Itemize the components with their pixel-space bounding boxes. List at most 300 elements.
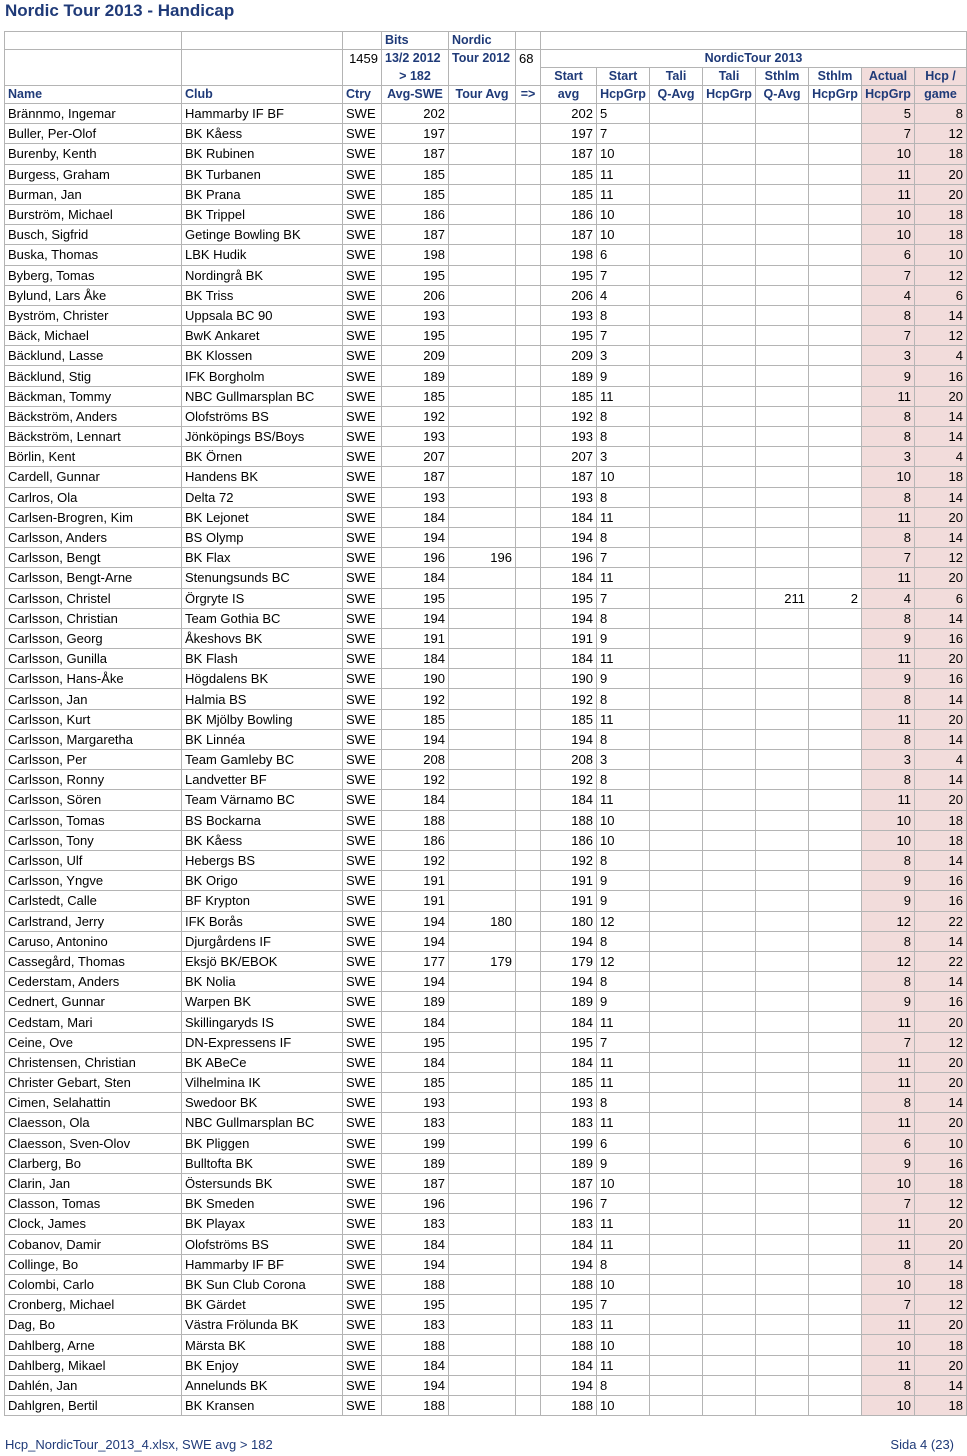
cell-hcp-game: 20	[915, 649, 967, 669]
cell-ctry: SWE	[343, 366, 382, 386]
cell-sthlm-hcp	[809, 124, 862, 144]
cell-avg-swe: 196	[382, 548, 449, 568]
cell-sthlm-hcp	[809, 568, 862, 588]
table-row	[5, 628, 967, 648]
cell-actual: 7	[862, 1194, 915, 1214]
header-bits-avg-limit: > 182	[382, 68, 449, 86]
cell-tali-q	[650, 850, 703, 870]
cell-start-hcp: 7	[597, 588, 650, 608]
table-body	[5, 104, 967, 1416]
cell-sthlm-hcp	[809, 830, 862, 850]
cell-sthlm-hcp	[809, 608, 862, 628]
table-row	[5, 1133, 967, 1153]
cell-club: BK Lejonet	[182, 507, 343, 527]
cell-hcp-game: 12	[915, 326, 967, 346]
cell-sthlm-q	[756, 1073, 809, 1093]
cell-arrow	[516, 164, 541, 184]
cell-avg-swe: 192	[382, 406, 449, 426]
cell-tour-avg	[449, 588, 516, 608]
cell-actual: 8	[862, 931, 915, 951]
cell-actual: 11	[862, 1234, 915, 1254]
cell-club: IFK Borås	[182, 911, 343, 931]
cell-sthlm-hcp	[809, 1295, 862, 1315]
cell-tour-avg	[449, 507, 516, 527]
cell-sthlm-hcp	[809, 366, 862, 386]
cell-ctry: SWE	[343, 1234, 382, 1254]
cell-avg-swe: 194	[382, 608, 449, 628]
cell-tour-avg	[449, 144, 516, 164]
cell-start-hcp: 7	[597, 1032, 650, 1052]
cell-club: BK Sun Club Corona	[182, 1274, 343, 1294]
cell-avg-swe: 195	[382, 588, 449, 608]
cell-arrow	[516, 931, 541, 951]
cell-start-hcp: 11	[597, 1052, 650, 1072]
cell-name: Bäckström, Lennart	[5, 427, 182, 447]
cell-hcp-game: 20	[915, 1315, 967, 1335]
table-row	[5, 588, 967, 608]
cell-start-avg: 198	[541, 245, 597, 265]
cell-tour-avg	[449, 1052, 516, 1072]
cell-sthlm-hcp	[809, 204, 862, 224]
cell-tali-q	[650, 1153, 703, 1173]
cell-actual: 3	[862, 447, 915, 467]
cell-name: Carlsson, Per	[5, 750, 182, 770]
cell-actual: 11	[862, 790, 915, 810]
cell-sthlm-hcp	[809, 467, 862, 487]
cell-sthlm-q	[756, 891, 809, 911]
cell-sthlm-q	[756, 649, 809, 669]
cell-arrow	[516, 911, 541, 931]
cell-tour-avg	[449, 487, 516, 507]
cell-actual: 8	[862, 1254, 915, 1274]
cell-club: BK Nolia	[182, 972, 343, 992]
cell-club: Uppsala BC 90	[182, 305, 343, 325]
cell-arrow	[516, 972, 541, 992]
cell-actual: 9	[862, 992, 915, 1012]
cell-tour-avg	[449, 689, 516, 709]
cell-start-hcp: 8	[597, 770, 650, 790]
cell-hcp-game: 16	[915, 1153, 967, 1173]
cell-hcp-game: 12	[915, 1032, 967, 1052]
cell-avg-swe: 189	[382, 1153, 449, 1173]
cell-club: Warpen BK	[182, 992, 343, 1012]
cell-start-hcp: 7	[597, 1194, 650, 1214]
table-row	[5, 830, 967, 850]
header-tali-hcp-1: Tali	[703, 68, 756, 86]
cell-tali-q	[650, 588, 703, 608]
cell-tali-q	[650, 427, 703, 447]
cell-sthlm-hcp	[809, 164, 862, 184]
header-hcpgrp-start: HcpGrp	[597, 86, 650, 104]
cell-tali-hcp	[703, 447, 756, 467]
cell-tali-hcp	[703, 891, 756, 911]
table-row	[5, 204, 967, 224]
cell-ctry: SWE	[343, 326, 382, 346]
cell-name: Caruso, Antonino	[5, 931, 182, 951]
cell-tali-q	[650, 931, 703, 951]
cell-tali-q	[650, 467, 703, 487]
cell-hcp-game: 18	[915, 810, 967, 830]
cell-tour-avg	[449, 527, 516, 547]
cell-sthlm-hcp	[809, 285, 862, 305]
cell-avg-swe: 187	[382, 144, 449, 164]
cell-actual: 11	[862, 709, 915, 729]
cell-sthlm-q	[756, 1274, 809, 1294]
cell-tali-q	[650, 164, 703, 184]
cell-name: Byberg, Tomas	[5, 265, 182, 285]
cell-tali-hcp	[703, 326, 756, 346]
header-tali-q-1: Tali	[650, 68, 703, 86]
cell-arrow	[516, 427, 541, 447]
cell-sthlm-hcp	[809, 649, 862, 669]
cell-hcp-game: 14	[915, 689, 967, 709]
cell-sthlm-q	[756, 427, 809, 447]
cell-tour-avg	[449, 1295, 516, 1315]
cell-hcp-game: 6	[915, 285, 967, 305]
cell-tali-hcp	[703, 245, 756, 265]
cell-arrow	[516, 1295, 541, 1315]
table-row	[5, 184, 967, 204]
cell-tali-q	[650, 487, 703, 507]
cell-start-avg: 192	[541, 850, 597, 870]
cell-actual: 6	[862, 1133, 915, 1153]
cell-ctry: SWE	[343, 1254, 382, 1274]
cell-avg-swe: 189	[382, 992, 449, 1012]
cell-avg-swe: 194	[382, 729, 449, 749]
cell-name: Carlsson, Ulf	[5, 850, 182, 870]
cell-hcp-game: 22	[915, 951, 967, 971]
cell-avg-swe: 184	[382, 1012, 449, 1032]
cell-sthlm-q	[756, 144, 809, 164]
cell-actual: 8	[862, 729, 915, 749]
cell-actual: 10	[862, 1173, 915, 1193]
cell-tour-avg	[449, 709, 516, 729]
cell-sthlm-q	[756, 285, 809, 305]
cell-club: Hammarby IF BF	[182, 104, 343, 124]
cell-ctry: SWE	[343, 628, 382, 648]
cell-sthlm-hcp	[809, 628, 862, 648]
cell-sthlm-q	[756, 527, 809, 547]
cell-tour-avg	[449, 406, 516, 426]
cell-club: BK Triss	[182, 285, 343, 305]
cell-avg-swe: 192	[382, 770, 449, 790]
cell-start-hcp: 8	[597, 427, 650, 447]
table-row	[5, 992, 967, 1012]
cell-sthlm-q	[756, 1355, 809, 1375]
cell-hcp-game: 18	[915, 467, 967, 487]
cell-tour-avg	[449, 1254, 516, 1274]
table-row	[5, 447, 967, 467]
cell-actual: 11	[862, 507, 915, 527]
cell-sthlm-q	[756, 1214, 809, 1234]
cell-tali-hcp	[703, 467, 756, 487]
cell-arrow	[516, 1093, 541, 1113]
cell-avg-swe: 184	[382, 1355, 449, 1375]
cell-arrow	[516, 709, 541, 729]
cell-tour-avg	[449, 427, 516, 447]
cell-tali-hcp	[703, 1052, 756, 1072]
cell-avg-swe: 195	[382, 265, 449, 285]
cell-name: Cronberg, Michael	[5, 1295, 182, 1315]
cell-actual: 10	[862, 467, 915, 487]
cell-club: NBC Gullmarsplan BC	[182, 386, 343, 406]
cell-actual: 8	[862, 608, 915, 628]
cell-tali-hcp	[703, 507, 756, 527]
cell-start-hcp: 9	[597, 891, 650, 911]
cell-name: Ceine, Ove	[5, 1032, 182, 1052]
cell-hcp-game: 6	[915, 588, 967, 608]
cell-arrow	[516, 1335, 541, 1355]
cell-actual: 10	[862, 810, 915, 830]
cell-start-hcp: 11	[597, 1113, 650, 1133]
cell-actual: 10	[862, 1274, 915, 1294]
cell-start-avg: 183	[541, 1315, 597, 1335]
cell-club: BF Krypton	[182, 891, 343, 911]
table-row	[5, 871, 967, 891]
cell-sthlm-q	[756, 770, 809, 790]
cell-ctry: SWE	[343, 709, 382, 729]
cell-sthlm-hcp	[809, 729, 862, 749]
cell-arrow	[516, 1375, 541, 1395]
cell-arrow	[516, 225, 541, 245]
cell-start-avg: 193	[541, 1093, 597, 1113]
cell-hcp-game: 4	[915, 346, 967, 366]
cell-start-avg: 188	[541, 1274, 597, 1294]
cell-tour-avg	[449, 1073, 516, 1093]
cell-start-hcp: 8	[597, 972, 650, 992]
cell-arrow	[516, 1073, 541, 1093]
cell-start-avg: 194	[541, 729, 597, 749]
cell-sthlm-hcp	[809, 406, 862, 426]
cell-tali-hcp	[703, 790, 756, 810]
cell-sthlm-q	[756, 790, 809, 810]
header-sthlm-q-1: Sthlm	[756, 68, 809, 86]
table-row	[5, 1295, 967, 1315]
cell-ctry: SWE	[343, 245, 382, 265]
cell-ctry: SWE	[343, 810, 382, 830]
cell-club: Vilhelmina IK	[182, 1073, 343, 1093]
cell-hcp-game: 14	[915, 972, 967, 992]
cell-sthlm-hcp	[809, 447, 862, 467]
cell-actual: 8	[862, 427, 915, 447]
cell-sthlm-hcp	[809, 1012, 862, 1032]
cell-tali-q	[650, 1254, 703, 1274]
cell-arrow	[516, 1032, 541, 1052]
cell-avg-swe: 185	[382, 386, 449, 406]
cell-sthlm-q	[756, 447, 809, 467]
cell-name: Dahlberg, Arne	[5, 1335, 182, 1355]
header-tour-avg: Tour Avg	[449, 86, 516, 104]
cell-sthlm-hcp	[809, 184, 862, 204]
cell-avg-swe: 196	[382, 1194, 449, 1214]
cell-tour-avg	[449, 790, 516, 810]
cell-hcp-game: 12	[915, 1295, 967, 1315]
cell-start-hcp: 10	[597, 204, 650, 224]
cell-ctry: SWE	[343, 568, 382, 588]
cell-arrow	[516, 669, 541, 689]
cell-tali-q	[650, 1295, 703, 1315]
cell-club: Hammarby IF BF	[182, 1254, 343, 1274]
cell-start-hcp: 10	[597, 810, 650, 830]
cell-ctry: SWE	[343, 406, 382, 426]
cell-arrow	[516, 1153, 541, 1173]
cell-name: Bäcklund, Stig	[5, 366, 182, 386]
cell-tali-q	[650, 225, 703, 245]
cell-actual: 10	[862, 1396, 915, 1416]
cell-start-hcp: 12	[597, 951, 650, 971]
cell-tali-hcp	[703, 628, 756, 648]
cell-hcp-game: 14	[915, 608, 967, 628]
cell-start-hcp: 9	[597, 1153, 650, 1173]
cell-actual: 9	[862, 628, 915, 648]
header-qavg-tali: Q-Avg	[650, 86, 703, 104]
cell-name: Carlsson, Georg	[5, 628, 182, 648]
cell-ctry: SWE	[343, 124, 382, 144]
cell-tali-q	[650, 1194, 703, 1214]
cell-tali-q	[650, 750, 703, 770]
cell-tali-q	[650, 992, 703, 1012]
cell-avg-swe: 177	[382, 951, 449, 971]
cell-sthlm-hcp	[809, 1396, 862, 1416]
cell-tali-hcp	[703, 305, 756, 325]
cell-tour-avg	[449, 830, 516, 850]
cell-actual: 7	[862, 548, 915, 568]
cell-club: BK Flash	[182, 649, 343, 669]
cell-tali-hcp	[703, 1012, 756, 1032]
cell-ctry: SWE	[343, 1335, 382, 1355]
cell-actual: 11	[862, 1052, 915, 1072]
cell-avg-swe: 194	[382, 972, 449, 992]
cell-actual: 7	[862, 265, 915, 285]
table-row	[5, 1073, 967, 1093]
cell-ctry: SWE	[343, 850, 382, 870]
cell-sthlm-q	[756, 366, 809, 386]
cell-tour-avg	[449, 386, 516, 406]
table-row	[5, 1375, 967, 1395]
cell-tali-hcp	[703, 770, 756, 790]
cell-sthlm-q	[756, 104, 809, 124]
cell-start-avg: 184	[541, 1234, 597, 1254]
cell-actual: 8	[862, 770, 915, 790]
cell-name: Carlsson, Christel	[5, 588, 182, 608]
table-row	[5, 467, 967, 487]
cell-tali-q	[650, 104, 703, 124]
cell-club: Delta 72	[182, 487, 343, 507]
cell-avg-swe: 183	[382, 1214, 449, 1234]
cell-hcp-game: 14	[915, 427, 967, 447]
cell-tali-q	[650, 810, 703, 830]
cell-name: Cobanov, Damir	[5, 1234, 182, 1254]
cell-avg-swe: 195	[382, 1295, 449, 1315]
cell-tour-avg	[449, 1234, 516, 1254]
cell-tali-q	[650, 790, 703, 810]
cell-tali-q	[650, 770, 703, 790]
cell-tali-hcp	[703, 1073, 756, 1093]
cell-sthlm-q	[756, 931, 809, 951]
cell-arrow	[516, 830, 541, 850]
cell-tali-q	[650, 1335, 703, 1355]
cell-start-avg: 188	[541, 1396, 597, 1416]
header-sthlm-hcp-1: Sthlm	[809, 68, 862, 86]
cell-ctry: SWE	[343, 608, 382, 628]
cell-sthlm-q	[756, 548, 809, 568]
cell-club: Olofströms BS	[182, 406, 343, 426]
cell-tali-hcp	[703, 265, 756, 285]
table-row	[5, 144, 967, 164]
header-qavg-sthlm: Q-Avg	[756, 86, 809, 104]
cell-sthlm-q	[756, 1173, 809, 1193]
cell-start-hcp: 11	[597, 790, 650, 810]
cell-hcp-game: 8	[915, 104, 967, 124]
cell-arrow	[516, 992, 541, 1012]
cell-arrow	[516, 850, 541, 870]
cell-start-hcp: 12	[597, 911, 650, 931]
cell-actual: 10	[862, 204, 915, 224]
cell-sthlm-q	[756, 1153, 809, 1173]
cell-arrow	[516, 770, 541, 790]
cell-hcp-game: 20	[915, 1052, 967, 1072]
cell-tali-hcp	[703, 144, 756, 164]
cell-arrow	[516, 871, 541, 891]
cell-start-hcp: 8	[597, 406, 650, 426]
cell-arrow	[516, 1113, 541, 1133]
table-row	[5, 1173, 967, 1193]
cell-hcp-game: 16	[915, 891, 967, 911]
cell-arrow	[516, 1214, 541, 1234]
table-row	[5, 1093, 967, 1113]
cell-arrow	[516, 144, 541, 164]
cell-club: Handens BK	[182, 467, 343, 487]
table-row	[5, 1315, 967, 1335]
header-row-3	[5, 68, 967, 86]
cell-sthlm-q	[756, 729, 809, 749]
cell-avg-swe: 194	[382, 1375, 449, 1395]
cell-arrow	[516, 628, 541, 648]
cell-tour-avg	[449, 184, 516, 204]
cell-sthlm-q	[756, 346, 809, 366]
cell-sthlm-hcp	[809, 1032, 862, 1052]
cell-start-avg: 184	[541, 790, 597, 810]
cell-avg-swe: 188	[382, 1335, 449, 1355]
cell-start-avg: 188	[541, 1335, 597, 1355]
header-nordic: Nordic	[449, 32, 516, 50]
cell-arrow	[516, 1194, 541, 1214]
cell-actual: 8	[862, 972, 915, 992]
cell-sthlm-q	[756, 1375, 809, 1395]
cell-tali-hcp	[703, 972, 756, 992]
cell-tali-hcp	[703, 124, 756, 144]
cell-sthlm-hcp	[809, 548, 862, 568]
cell-start-avg: 185	[541, 164, 597, 184]
cell-actual: 3	[862, 346, 915, 366]
cell-hcp-game: 12	[915, 124, 967, 144]
cell-sthlm-hcp	[809, 850, 862, 870]
cell-club: Team Gamleby BC	[182, 750, 343, 770]
cell-actual: 11	[862, 386, 915, 406]
cell-tali-hcp	[703, 1153, 756, 1173]
cell-avg-swe: 194	[382, 1254, 449, 1274]
cell-start-avg: 196	[541, 548, 597, 568]
cell-start-avg: 195	[541, 1032, 597, 1052]
cell-tali-hcp	[703, 1214, 756, 1234]
cell-ctry: SWE	[343, 548, 382, 568]
cell-avg-swe: 183	[382, 1113, 449, 1133]
cell-sthlm-hcp	[809, 1133, 862, 1153]
cell-club: NBC Gullmarsplan BC	[182, 1113, 343, 1133]
cell-avg-swe: 194	[382, 931, 449, 951]
cell-name: Burgess, Graham	[5, 164, 182, 184]
cell-avg-swe: 186	[382, 204, 449, 224]
